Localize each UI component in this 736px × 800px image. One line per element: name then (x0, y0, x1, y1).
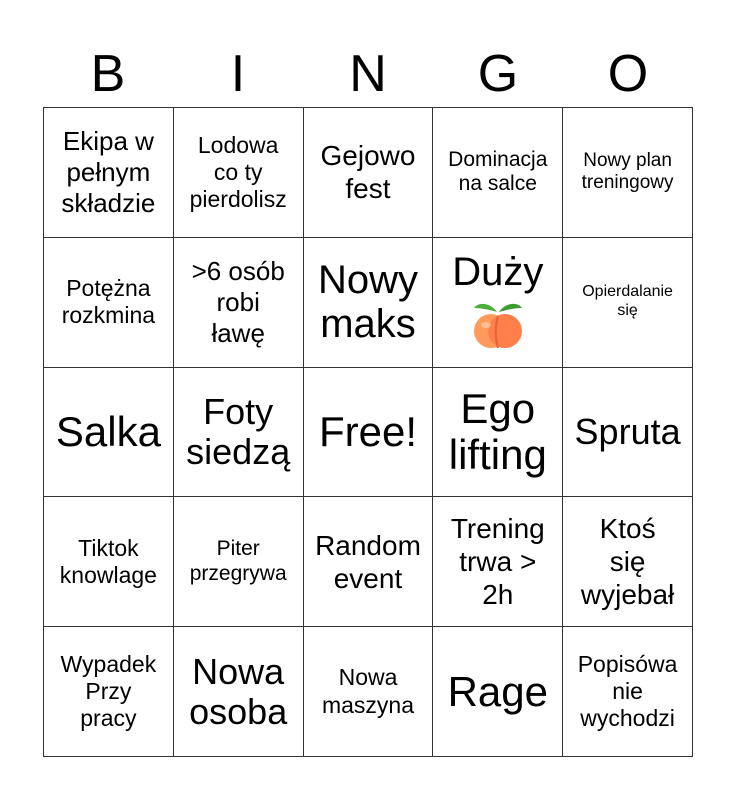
bingo-cell[interactable] (174, 497, 304, 627)
cell-text: Ktoś się wyjebał (580, 513, 675, 611)
bingo-cell[interactable] (433, 238, 563, 368)
cell-text: Gejowo fest (320, 140, 416, 205)
bingo-cell[interactable] (563, 368, 693, 498)
header-letter-o: O (607, 45, 649, 103)
free-space-cell[interactable] (304, 368, 434, 498)
bingo-cell[interactable] (304, 497, 434, 627)
header-letter-i: I (230, 45, 246, 103)
bingo-cell[interactable] (174, 238, 304, 368)
bingo-cell[interactable] (44, 368, 174, 498)
bingo-cell[interactable] (433, 368, 563, 498)
bingo-cell[interactable] (563, 497, 693, 627)
peach-emoji-icon (470, 298, 526, 354)
cell-text: Piter przegrywa (189, 537, 287, 585)
bingo-cell[interactable] (174, 108, 304, 238)
bingo-cell[interactable] (433, 108, 563, 238)
cell-text: Popisówa nie wychodzi (577, 650, 678, 732)
cell-text: Rage (447, 667, 548, 715)
header-letter-n: N (349, 45, 387, 103)
cell-text: Random event (315, 529, 421, 594)
cell-text: Salka (55, 407, 161, 455)
cell-text: Tiktok knowlage (59, 534, 157, 588)
cell-text: Wypadek Przy pracy (60, 650, 157, 732)
bingo-board (43, 107, 693, 757)
header-letter-g: G (477, 45, 519, 103)
bingo-cell[interactable] (44, 238, 174, 368)
cell-text: Nowy plan treningowy (581, 149, 674, 194)
cell-text: Nowy maks (317, 258, 418, 347)
cell-text: Dominacja na salce (448, 147, 548, 196)
cell-text: >6 osób robi ławę (191, 256, 285, 348)
bingo-cell[interactable] (44, 108, 174, 238)
bingo-cell[interactable] (563, 627, 693, 757)
bingo-cell[interactable] (44, 497, 174, 627)
cell-text: Ego lifting (448, 384, 547, 478)
cell-text: Ekipa w pełnym składzie (61, 126, 156, 218)
cell-text: Foty siedzą (186, 391, 291, 472)
bingo-cell[interactable] (44, 627, 174, 757)
bingo-cell[interactable] (304, 108, 434, 238)
cell-text: Opierdalanie się (582, 283, 673, 320)
bingo-cell[interactable] (433, 627, 563, 757)
bingo-cell[interactable] (304, 627, 434, 757)
bingo-header (43, 40, 693, 108)
cell-text: Duży (452, 250, 544, 295)
cell-text: Nowa osoba (189, 651, 288, 732)
cell-text: Lodowa co ty pierdolisz (189, 131, 287, 212)
bingo-cell[interactable] (563, 238, 693, 368)
bingo-cell[interactable] (304, 238, 434, 368)
bingo-cell[interactable] (174, 627, 304, 757)
cell-text: Spruta (574, 411, 681, 453)
header-letter-b: B (90, 45, 126, 103)
bingo-cell[interactable] (433, 497, 563, 627)
bingo-cell[interactable] (174, 368, 304, 498)
cell-text: Potężna rozkmina (61, 275, 156, 329)
cell-text: Free! (318, 407, 417, 455)
bingo-cell[interactable] (563, 108, 693, 238)
cell-text: Nowa maszyna (321, 664, 415, 718)
cell-text: Trening trwa > 2h (450, 513, 545, 611)
